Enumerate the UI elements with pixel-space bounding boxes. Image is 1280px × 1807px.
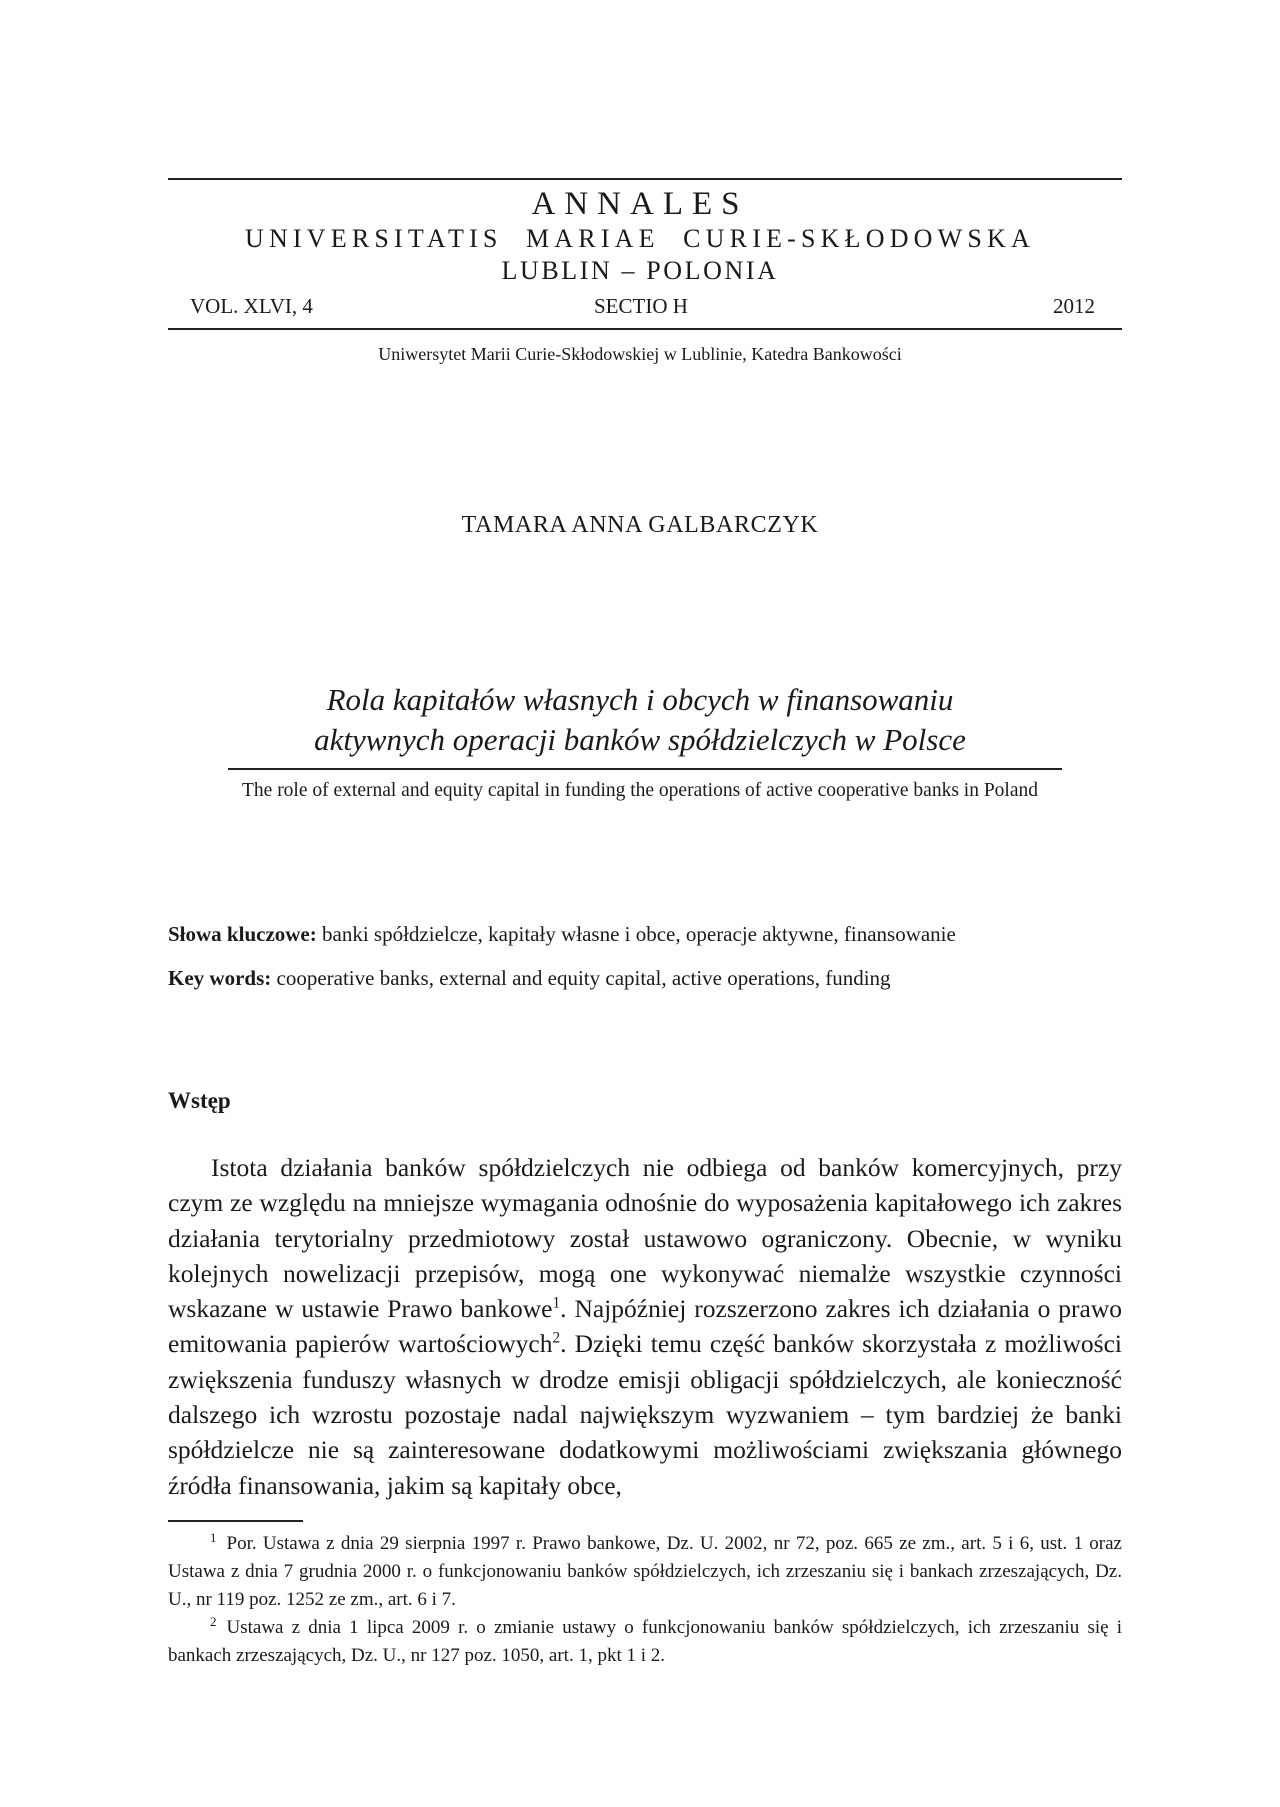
author-name: TAMARA ANNA GALBARCZYK — [461, 512, 819, 538]
section-label: SECTIO H — [594, 294, 688, 318]
body-text — [168, 1150, 1122, 1503]
header-bottom-rule — [168, 328, 1122, 330]
body-part-2: . Najpóźniej rozszerzono zakres ich działania o prawo emitowania papierów wartościowych — [168, 1294, 1122, 1359]
footnote-1 — [168, 1530, 1122, 1614]
body-part-3: . Dzięki temu część banków skorzystała z możliwości zwiększenia funduszy własnych w drodze emisji obligacji spółdzielczych, ale konieczność dalszego ich wzrostu pozostaje nadal największym wyzwaniem – tym bardziej że banki spółdzielcze nie są zainteresowane dodatkowymi możliwościami zwiększania głównego źródła finansowania, jakim są kapitały obce, — [168, 1329, 1122, 1500]
body-part-1: Istota działania banków spółdzielczych nie odbiega od banków komercyjnych, przy czym ze względu na mniejsze wymagania odnośnie do wyposażenia kapitałowego ich zakres działania terytorialny przedmiotowy został ustawowo ograniczony. Obecnie, w wyniku kolejnych nowelizacji przepisów, mogą one wykonywać niemalże wszystkie czynności wskazane w ustawie Prawo bankowe — [168, 1153, 1122, 1324]
keywords-pl — [168, 922, 956, 947]
volume-label: VOL. XLVI, 4 — [190, 294, 313, 318]
footnotes — [168, 1530, 1122, 1670]
article-title-line-2: aktywnych operacji banków spółdzielczych w Polsce — [314, 722, 966, 757]
keywords-en-text: cooperative banks, external and equity capital, active operations, funding — [271, 966, 891, 990]
article-subtitle: The role of external and equity capital in funding the operations of active cooperative banks in Poland — [242, 780, 1038, 801]
footnote-2-mark: 2 — [210, 1613, 217, 1629]
keywords-en-label: Key words: — [168, 966, 272, 990]
keywords-pl-label: Słowa kluczowe: — [168, 922, 317, 946]
year-label: 2012 — [1053, 294, 1095, 318]
title-underline — [228, 768, 1062, 770]
article-title-line-1: Rola kapitałów własnych i obcych w finansowaniu — [326, 682, 954, 717]
footnote-ref-2: 2 — [552, 1329, 561, 1347]
body-paragraph — [168, 1150, 1122, 1503]
section-heading: Wstęp — [168, 1088, 231, 1113]
author-affiliation: Uniwersytet Marii Curie-Skłodowskiej w Lublinie, Katedra Bankowości — [378, 344, 902, 364]
keywords-pl-text: banki spółdzielcze, kapitały własne i obce, operacje aktywne, finansowanie — [316, 922, 956, 946]
footnote-2-text: Ustawa z dnia 1 lipca 2009 r. o zmianie ustawy o funkcjonowaniu banków spółdzielczych, ich zrzeszaniu się i bankach zrzeszających, Dz. U., nr 127 poz. 1050, art. 1, pkt 1 i 2. — [168, 1617, 1122, 1666]
keywords-en — [168, 966, 891, 991]
journal-location: LUBLIN – POLONIA — [501, 256, 779, 285]
journal-university: UNIVERSITATIS MARIAE CURIE-SKŁODOWSKA — [244, 224, 1036, 253]
footnote-1-text: Por. Ustawa z dnia 29 sierpnia 1997 r. Prawo bankowe, Dz. U. 2002, nr 72, poz. 665 ze zm., art. 5 i 6, ust. 1 oraz Ustawa z dnia 7 grudnia 2000 r. o funkcjonowaniu banków spółdzielczych, ich zrzeszaniu się i bankach zrzeszających, Dz. U., nr 119 poz. 1252 ze zm., art. 6 i 7. — [168, 1533, 1122, 1610]
header-top-rule — [168, 178, 1122, 180]
footnote-2 — [168, 1614, 1122, 1670]
footnote-1-mark: 1 — [210, 1529, 217, 1545]
journal-title: ANNALES — [531, 186, 749, 222]
footnote-ref-1: 1 — [552, 1294, 561, 1312]
footnote-separator — [168, 1520, 303, 1522]
